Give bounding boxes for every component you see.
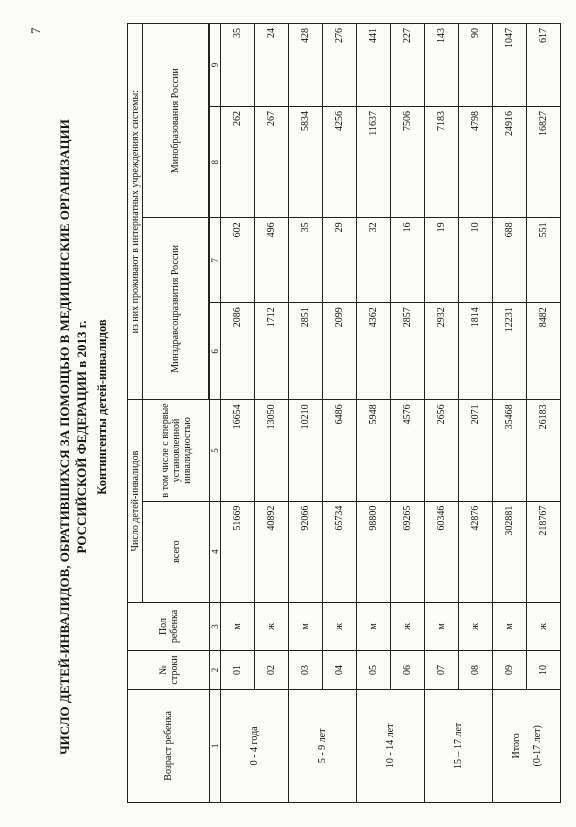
- minobr-col8: 24916: [493, 107, 527, 218]
- sex: м: [221, 602, 255, 651]
- minzdrav-col7: 496: [255, 218, 289, 303]
- title-line-1: ЧИСЛО ДЕТЕЙ-ИНВАЛИДОВ, ОБРАТИВШИХСЯ ЗА ПОМОЩЬЮ В МЕДИЦИНСКИЕ ОРГАНИЗАЦИИ: [57, 119, 72, 755]
- minobr-col8: 16827: [527, 107, 561, 218]
- row-no: 07: [425, 651, 459, 689]
- sex: ж: [527, 602, 561, 651]
- col-index: 5: [210, 400, 221, 501]
- minzdrav-col6: 2851: [289, 303, 323, 400]
- header-residing: из них проживают в интернатных учреждениях системы:: [128, 24, 143, 400]
- minobr-col9: 441: [357, 24, 391, 107]
- minobr-col9: 227: [391, 24, 425, 107]
- age-group-total: [493, 689, 561, 802]
- row-no: 10: [527, 651, 561, 689]
- first-time: 13050: [255, 400, 289, 501]
- minobr-col9: 90: [459, 24, 493, 107]
- minzdrav-col7: 602: [221, 218, 255, 303]
- title-line-2: РОССИЙСКОЙ ФЕДЕРАЦИИ в 2013 г.: [74, 320, 89, 554]
- table-row: [289, 24, 323, 803]
- table-row: [425, 24, 459, 803]
- first-time: 16654: [221, 400, 255, 501]
- sex: м: [425, 602, 459, 651]
- total: 98800: [357, 501, 391, 602]
- sex: м: [493, 602, 527, 651]
- minzdrav-col6: 1712: [255, 303, 289, 400]
- sex: ж: [391, 602, 425, 651]
- header-children-count: Число детей-инвалидов: [128, 400, 143, 602]
- col-index: 8: [210, 107, 221, 218]
- total: 60346: [425, 501, 459, 602]
- col-index: 9: [210, 24, 221, 107]
- minobr-col9: 428: [289, 24, 323, 107]
- age-group: 15 – 17 лет: [425, 689, 493, 802]
- row-no: 05: [357, 651, 391, 689]
- header-minzdrav: Минздравсоцразвития России: [143, 218, 209, 400]
- col-index: 6: [210, 303, 221, 400]
- table-row: [391, 24, 425, 803]
- row-no: 08: [459, 651, 493, 689]
- minobr-col8: 7506: [391, 107, 425, 218]
- first-time: 2071: [459, 400, 493, 501]
- column-index-row: [210, 24, 221, 803]
- table-row: [221, 24, 255, 803]
- minzdrav-col7: 551: [527, 218, 561, 303]
- minzdrav-col6: 2857: [391, 303, 425, 400]
- total-range: (0-17 лет): [531, 725, 543, 767]
- page-title: [56, 117, 90, 757]
- header-first-time: в том числе с впервые установленной инвалидностью: [143, 400, 210, 501]
- minzdrav-col6: 2932: [425, 303, 459, 400]
- total: 302881: [493, 501, 527, 602]
- minobr-col9: 617: [527, 24, 561, 107]
- total: 65734: [323, 501, 357, 602]
- table-row: [493, 24, 527, 803]
- minobr-col9: 35: [221, 24, 255, 107]
- col-index: 7: [210, 218, 221, 303]
- total: 42876: [459, 501, 493, 602]
- header-total: всего: [143, 501, 210, 602]
- row-no: 03: [289, 651, 323, 689]
- row-no: 06: [391, 651, 425, 689]
- minobr-col9: 24: [255, 24, 289, 107]
- minobr-col9: 276: [323, 24, 357, 107]
- header-sex: Пол ребенка: [128, 602, 210, 651]
- minzdrav-col7: 35: [289, 218, 323, 303]
- sex: ж: [323, 602, 357, 651]
- total: 69265: [391, 501, 425, 602]
- first-time: 6486: [323, 400, 357, 501]
- minzdrav-col7: 29: [323, 218, 357, 303]
- table-row: [527, 24, 561, 803]
- row-no: 09: [493, 651, 527, 689]
- total: 218767: [527, 501, 561, 602]
- sex: м: [357, 602, 391, 651]
- age-group: 5 - 9 лет: [289, 689, 357, 802]
- minzdrav-col7: 16: [391, 218, 425, 303]
- minobr-col8: 11637: [357, 107, 391, 218]
- minzdrav-col6: 2086: [221, 303, 255, 400]
- minobr-col8: 7183: [425, 107, 459, 218]
- minobr-col9: 143: [425, 24, 459, 107]
- age-group: 10 - 14 лет: [357, 689, 425, 802]
- sex: ж: [255, 602, 289, 651]
- age-group: 0 - 4 года: [221, 689, 289, 802]
- minobr-col8: 267: [255, 107, 289, 218]
- minobr-col9: 1047: [493, 24, 527, 107]
- table-row: [357, 24, 391, 803]
- minobr-col8: 4798: [459, 107, 493, 218]
- minzdrav-col6: 4362: [357, 303, 391, 400]
- minobr-col8: 262: [221, 107, 255, 218]
- col-index: 2: [210, 651, 221, 689]
- first-time: 26183: [527, 400, 561, 501]
- row-no: 04: [323, 651, 357, 689]
- col-index: 4: [210, 501, 221, 602]
- first-time: 5948: [357, 400, 391, 501]
- minzdrav-col6: 2099: [323, 303, 357, 400]
- total: 40892: [255, 501, 289, 602]
- first-time: 10210: [289, 400, 323, 501]
- first-time: 4576: [391, 400, 425, 501]
- sex: м: [289, 602, 323, 651]
- header-age: Возраст ребенка: [128, 689, 210, 802]
- minzdrav-col7: 32: [357, 218, 391, 303]
- minzdrav-col7: 688: [493, 218, 527, 303]
- minobr-col8: 4256: [323, 107, 357, 218]
- header-minobr: Минобразования России: [143, 24, 209, 218]
- table-row: [459, 24, 493, 803]
- col-index: 1: [210, 689, 221, 802]
- total: 51669: [221, 501, 255, 602]
- sex: ж: [459, 602, 493, 651]
- total: 92066: [289, 501, 323, 602]
- data-table: [127, 23, 561, 803]
- total-label: Итого: [510, 733, 522, 759]
- table-row: [323, 24, 357, 803]
- minzdrav-col6: 12231: [493, 303, 527, 400]
- first-time: 35468: [493, 400, 527, 501]
- minzdrav-col6: 1814: [459, 303, 493, 400]
- row-no: 01: [221, 651, 255, 689]
- col-index: 3: [210, 602, 221, 651]
- minzdrav-col6: 8482: [527, 303, 561, 400]
- minzdrav-col7: 19: [425, 218, 459, 303]
- row-no: 02: [255, 651, 289, 689]
- first-time: 2656: [425, 400, 459, 501]
- table-row: [255, 24, 289, 803]
- table-subtitle: Контингенты детей-инвалидов: [95, 319, 109, 495]
- page-number: 7: [28, 27, 43, 34]
- minobr-col8: 5834: [289, 107, 323, 218]
- header-row-no: № строки: [128, 651, 210, 689]
- minzdrav-col7: 10: [459, 218, 493, 303]
